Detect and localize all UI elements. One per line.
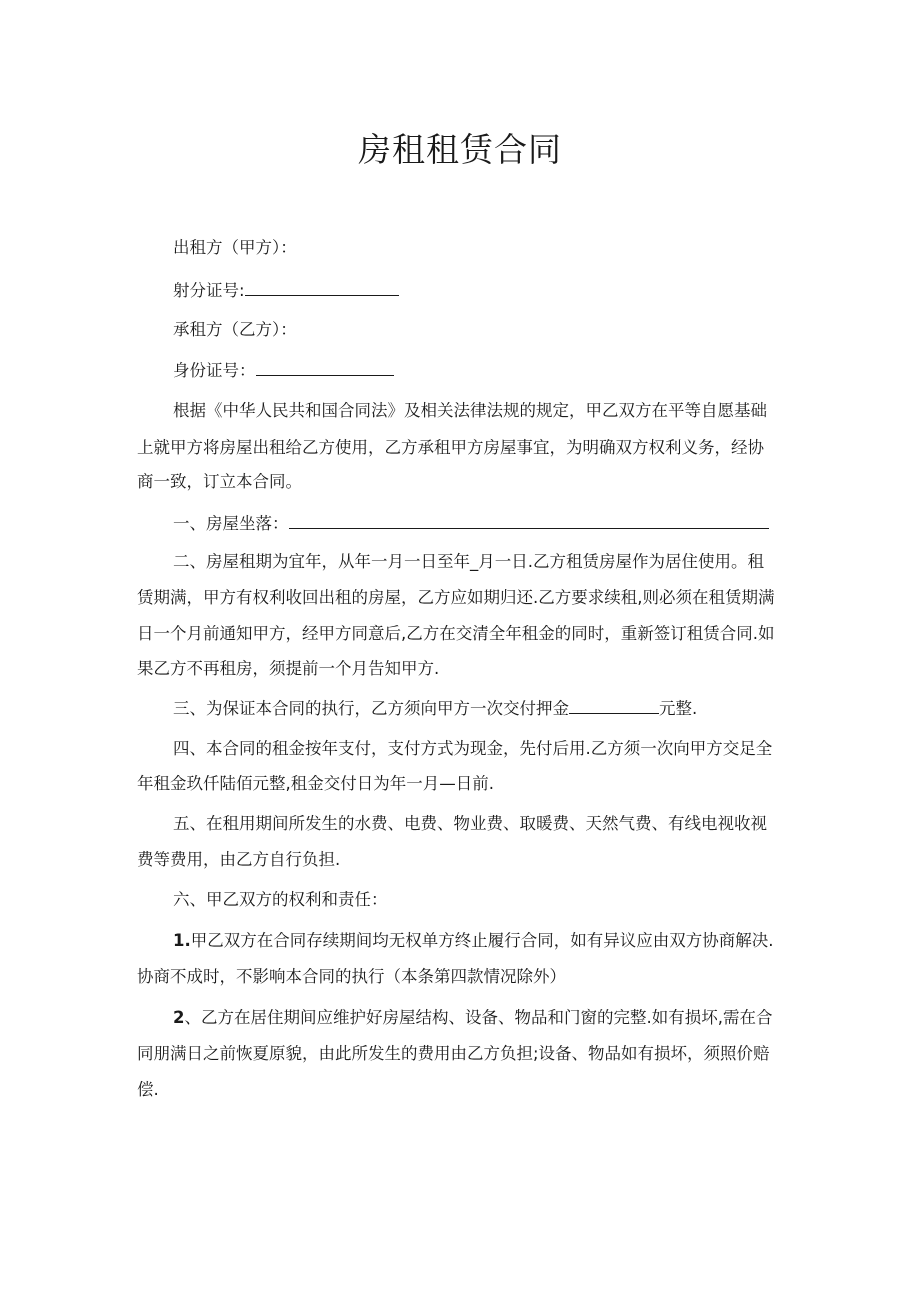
item-1-line-1: [137, 929, 823, 953]
item-2-number: 2: [173, 1008, 185, 1027]
item-2-line-3: 偿.: [137, 1080, 159, 1099]
party-b-id-label: 身份证号：: [173, 361, 256, 380]
page-title: 房租租赁合同: [358, 130, 562, 169]
clause-6-line: 六、甲乙双方的权利和责任：: [173, 890, 388, 909]
intro-line-2: 上就甲方将房屋出租给乙方使用，乙方承租甲方房屋事宜，为明确双方权利义务，经协: [137, 438, 764, 457]
clause-2-line-3: 日一个月前通知甲方，经甲方同意后,乙方在交清全年租金的同时，重新签订租赁合同.如: [137, 624, 775, 643]
item-1-line-2: 协商不成时，不影响本合同的执行（本条第四款情况除外）: [137, 967, 566, 986]
clause-3-after: 元整.: [659, 699, 698, 718]
item-1-number: 1.: [173, 931, 191, 950]
party-a-id-line: [137, 278, 823, 303]
clause-2-line-4: 果乙方不再租房，须提前一个月告知甲方.: [137, 659, 440, 678]
item-2-line-2: 同朋满日之前恢夏原貌，由此所发生的费用由乙方负担;设备、物品如有损坏，须照价赔: [137, 1044, 770, 1063]
clause-1-line: [137, 511, 823, 536]
party-b-line: [137, 318, 823, 342]
party-b-id-blank: [256, 358, 394, 376]
clause-3-before: 三、为保证本合同的执行，乙方须向甲方一次交付押金: [173, 699, 569, 718]
clause-4-line-1: 四、本合同的租金按年支付，支付方式为现金，先付后用.乙方须一次向甲方交足全: [173, 739, 773, 758]
intro-line-1: 根据《中华人民共和国合同法》及相关法律法规的规定，甲乙双方在平等自愿基础: [173, 401, 767, 420]
clause-1-label: 一、房屋坐落：: [173, 514, 289, 533]
address-blank: [289, 511, 769, 529]
item-1-text: 甲乙双方在合同存续期间均无权单方终止履行合同，如有异议应由双方协商解决.: [190, 931, 774, 950]
party-a-id-label: 射分证号:: [173, 281, 245, 300]
clause-5-line-1: 五、在租用期间所发生的水费、电费、物业费、取暖费、天然气费、有线电视收视: [173, 814, 767, 833]
clause-2-line-2: 赁期满，甲方有权利收回出租的房屋，乙方应如期归还.乙方要求续租,则必须在租赁期满: [137, 588, 775, 607]
clause-3-line: [137, 696, 823, 721]
clause-2-line-1: 二、房屋租期为宜年，从年一月一日至年_月一日.乙方租赁房屋作为居住使用。租: [173, 552, 764, 571]
party-b-label: 承租方（乙方）：: [173, 320, 297, 339]
party-a-label: 出租方（甲方）：: [173, 238, 297, 257]
item-2-line-1: [137, 1006, 823, 1030]
party-a-line: [137, 236, 823, 260]
party-b-id-line: [137, 358, 823, 383]
clause-4-line-2: 年租金玖仟陆佰元整,租金交付日为年一月—日前.: [137, 774, 494, 793]
party-a-id-blank: [245, 278, 399, 296]
intro-line-3: 商一致，订立本合同。: [137, 472, 302, 491]
clause-5-line-2: 费等费用，由乙方自行负担.: [137, 850, 341, 869]
item-2-text: 、乙方在居住期间应维护好房屋结构、设备、物品和门窗的完整.如有损坏,需在合: [184, 1008, 773, 1027]
deposit-blank: [569, 696, 659, 714]
